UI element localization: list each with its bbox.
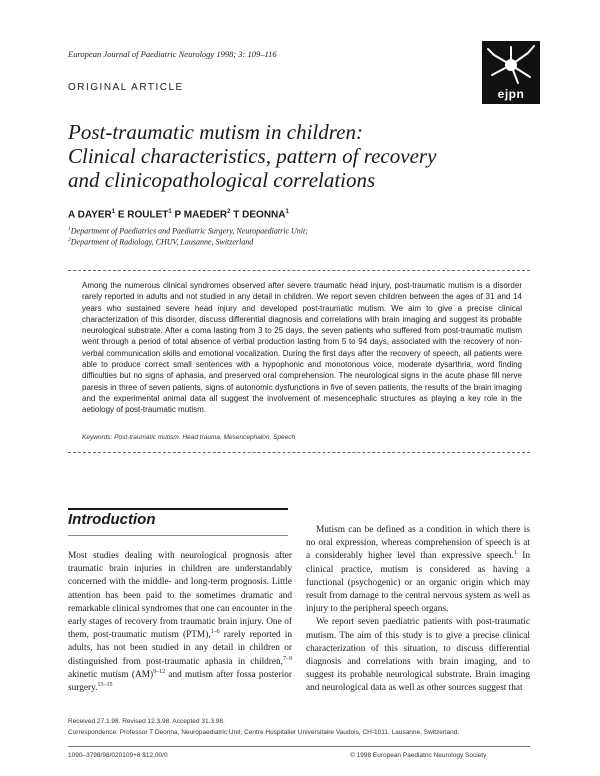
citation: 1 [513,550,517,557]
author-name: E ROULET [117,209,169,221]
affiliation [68,226,308,236]
author-name: A DAYER [68,209,112,221]
citation: 1–6 [210,629,220,636]
section-heading: Introduction [68,511,156,528]
journal-logo [482,41,540,104]
keywords: Keywords: Post-traumatic mutism. Head trauma. Mesencephalon. Speech [82,434,296,441]
author-name: T DEONNA [233,209,286,221]
divider [68,452,530,453]
citation: 9–12 [153,668,166,675]
article-title [68,120,508,192]
body-text: rarely reported in adults, has not been studied in any detail in children or distinguished from post-traumatic aphasia in children, [68,630,292,667]
divider [68,270,530,271]
paragraph: We report seven paediatric patients with post-traumatic mutism. The aim of this study is to give a precise clinical characterization of this situation, to discuss differential diagnosis and correlations with brain imaging, and to suggest its probable neurological substrate. Brain imaging and neurological data as well as other sources suggest that [306,617,530,694]
author-affiliation-mark: 1 [285,209,289,215]
author-name: P MAEDER [174,209,228,221]
body-text: In clinical practice, mutism is considered as having a functional (psychogenic) or an organic origin which may result from damage to the central nervous system as well as injury to the peripheral speech organs. [306,551,530,615]
author-list [68,209,289,220]
affiliation [68,237,253,247]
affiliation-text: Department of Paediatrics and Paediatric Surgery, Neuropaediatric Unit; [70,226,308,236]
copyright: © 1998 European Paediatric Neurology Society [350,752,487,759]
body-column-right [306,524,530,696]
paragraph [68,550,292,695]
title-line-2: Clinical characteristics, pattern of recovery [68,144,437,168]
article-type: ORIGINAL ARTICLE [68,82,184,93]
issn: 1090–3798/98/020109+8 $12.00/0 [68,752,168,759]
paragraph [306,524,530,616]
affiliation-mark: 2 [68,237,71,243]
author-affiliation-mark: 2 [227,209,231,215]
body-text: and mutism after fossa posterior surgery. [68,669,292,694]
body-text: akinetic mutism (AM) [68,669,154,680]
body-column-left [68,550,292,695]
affiliation-text: Department of Radiology, CHUV, Lausanne, Switzerland [70,237,254,247]
title-line-1: Post-traumatic mutism in children: [68,120,363,144]
journal-reference: European Journal of Paediatric Neurology 1998; 3: 109–116 [68,49,277,59]
body-text: Mutism can be defined as a condition in which there is no oral expression, whereas comprehension of speech is at a considerably higher level than expressive speech. [306,525,530,562]
citation: 13–15 [97,681,113,688]
section-heading-rule [68,508,288,510]
affiliation-mark: 1 [68,226,71,232]
correspondence: Correspondence: Professor T Deonna, Neuropaediatric Unit, Centre Hospitalier Universitaire Vaudois, CH-1011, Lausanne, Switzerland. [68,729,460,736]
divider [68,746,530,747]
author-affiliation-mark: 1 [168,209,172,215]
abstract: Among the numerous clinical syndromes observed after severe traumatic head injury, post-traumatic mutism is a disorder rarely reported in adults and not studied in any detail in children. We report seven children between the ages of 31 and 14 years who sustained severe head injury and developed post-traumatic mutism. We aim to give a precise clinical characterization of this disorder, discuss differential diagnosis and correlations with brain imaging and suggest its probable neurological substrate. After a coma lasting from 3 to 25 days, the seven patients who suffered from post-traumatic mutism went through a period of total absence of verbal production lasting from 5 to 94 days, associated with the recovery of non-verbal communication skills and emotional vocalization. During the first days after the recovery of speech, all patients were able to produce correct small sentences with a hypophonic and monotonous voice, moderate dysarthria, word finding difficulties but no signs of aphasia, and preserved oral comprehension. The neurological signs in the acute phase fill nerve paresis in three of seven patients, signs of autonomic dysfunctions in five of seven patients, the results of the brain imaging and the experimental animal data all suggest the involvement of mesencephalic structures as playing a key role in the aetiology of post-traumatic mutism. [82,281,522,415]
title-line-3: and clinicopathological correlations [68,168,376,192]
citation: 7–9 [283,655,292,662]
logo-text: ejpn [497,87,525,101]
author-affiliation-mark: 1 [111,209,116,215]
section-heading-underline [68,535,288,536]
received-dates: Received 27.1.98. Revised 12.3.98. Accepted 31.3.98. [68,718,225,725]
body-text: Most studies dealing with neurological prognosis after traumatic brain injuries in children are understandably concerned with the middle- and long-term prognosis. Little attention has been paid to the sometimes dramatic and remarkable clinical syndromes that one can encounter in the early stages of recovery from traumatic brain injury. One of them, post-traumatic mutism (PTM), [68,551,292,641]
